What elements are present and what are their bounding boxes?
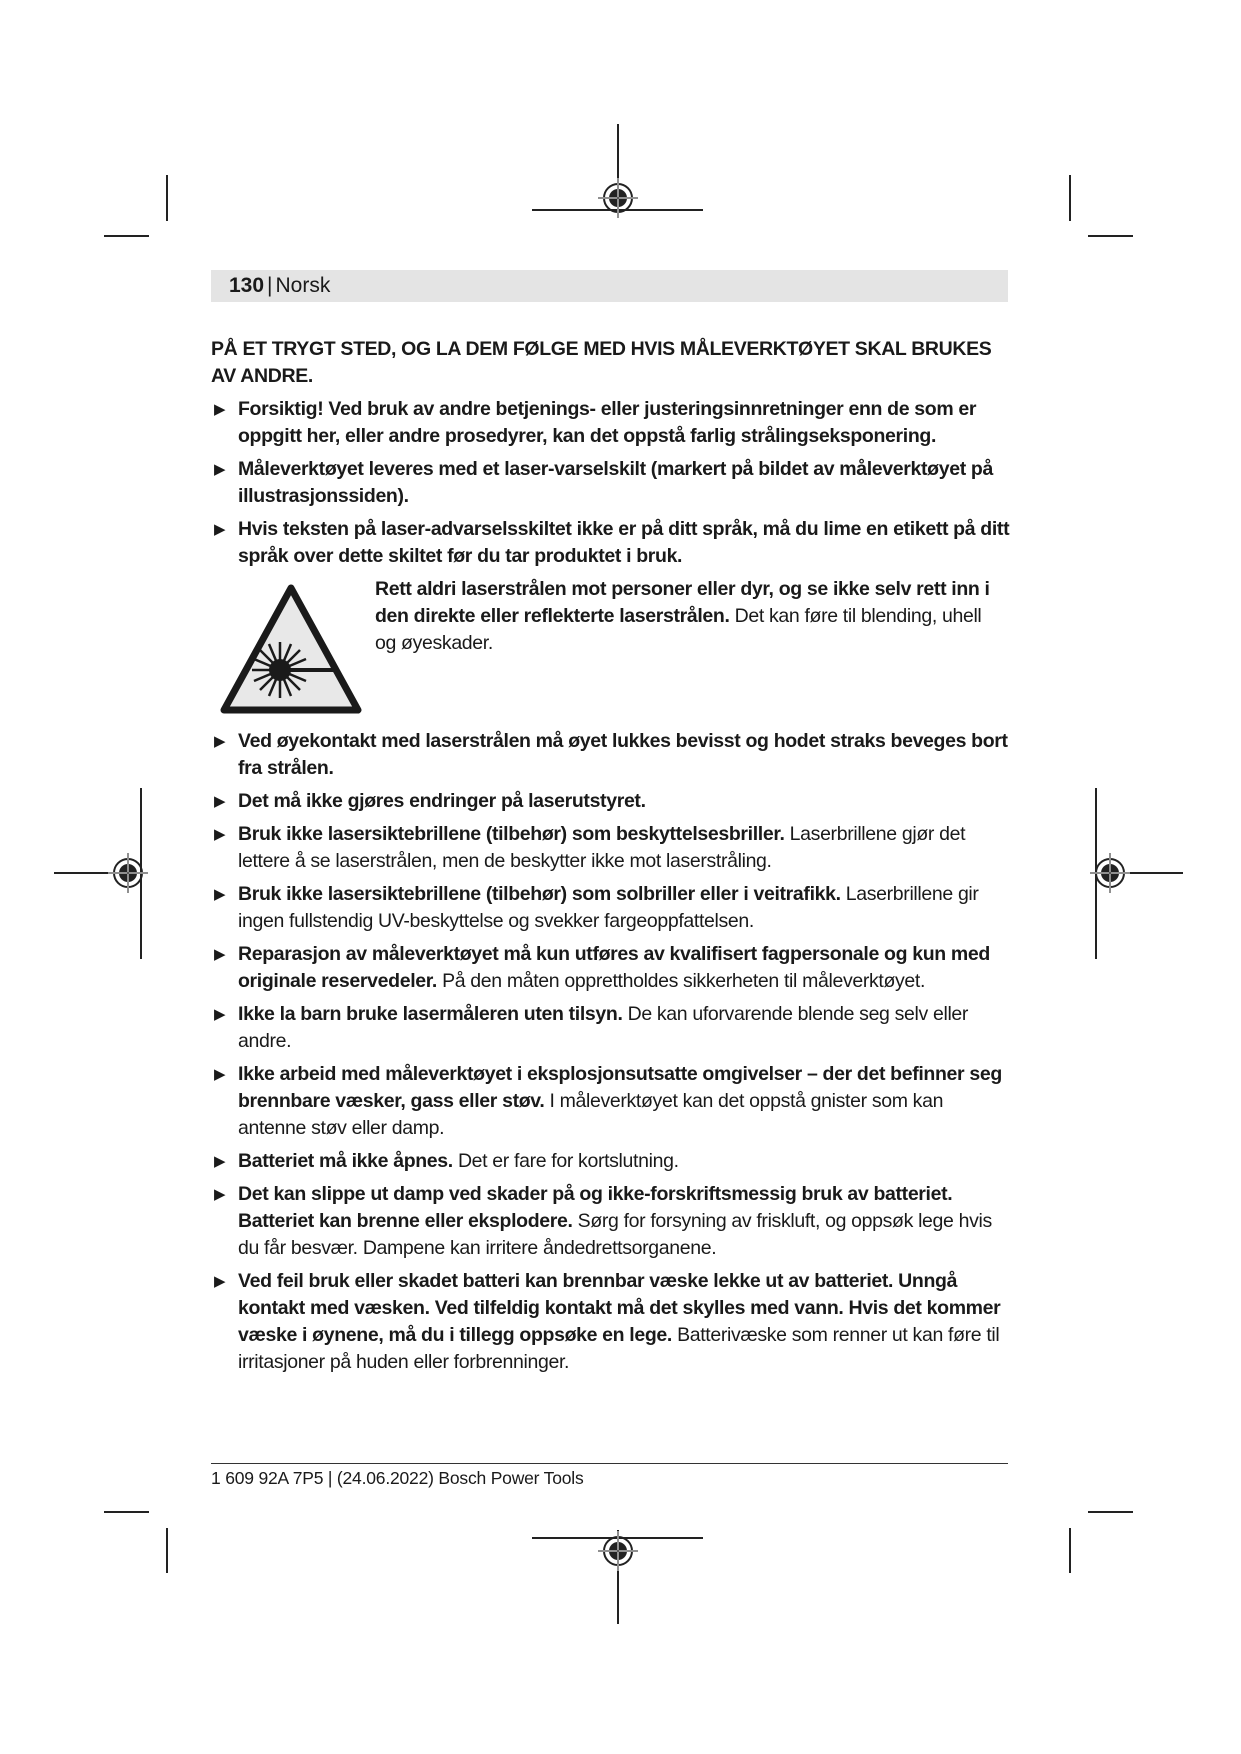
- safety-list-top: [211, 396, 1011, 570]
- safety-item-normal: Laserbrillene gjør det lettere å se laserstrålen, men de beskytter ikke mot laserstråling.: [238, 823, 966, 872]
- safety-item-bold: Bruk ikke lasersiktebrillene (tilbehør) som solbriller eller i veitrafikk.: [238, 883, 841, 905]
- safety-item: [211, 1061, 1011, 1142]
- laser-warning-bold: Rett aldri laserstrålen mot personer eller dyr, og se ikke selv rett inn i den direkte eller reflekterte laserstrålen.: [375, 578, 990, 627]
- laser-warning-block: [211, 576, 1011, 722]
- bullet-arrow-icon: ▶: [214, 1273, 226, 1290]
- laser-warning-normal: Det kan føre til blending, uhell og øyeskader.: [375, 605, 982, 654]
- safety-item-bold: Hvis teksten på laser-advarselsskiltet ikke er på ditt språk, må du lime en etikett på ditt språk over dette skiltet før du tar produktet i bruk.: [238, 518, 1010, 567]
- bullet-arrow-icon: ▶: [214, 793, 226, 810]
- safety-item-bold: Ikke la barn bruke lasermåleren uten tilsyn.: [238, 1003, 623, 1025]
- safety-item: [211, 396, 1011, 450]
- safety-item: [211, 941, 1011, 995]
- safety-item: [211, 821, 1011, 875]
- safety-item-bold: Ved øyekontakt med laserstrålen må øyet lukkes bevisst og hodet straks beveges bort fra strålen.: [238, 730, 1008, 779]
- safety-item-bold: Måleverktøyet leveres med et laser-varselskilt (markert på bildet av måleverktøyet på illustrasjonssiden).: [238, 458, 993, 507]
- laser-warning-triangle-icon: [218, 582, 364, 716]
- safety-item-bold: Det må ikke gjøres endringer på laserutstyret.: [238, 790, 646, 812]
- intro-paragraph: PÅ ET TRYGT STED, OG LA DEM FØLGE MED HVIS MÅLEVERKTØYET SKAL BRUKES AV ANDRE.: [211, 338, 992, 387]
- safety-item: [211, 1148, 1011, 1175]
- bullet-arrow-icon: ▶: [214, 1066, 226, 1083]
- safety-item-bold: Bruk ikke lasersiktebrillene (tilbehør) som beskyttelsesbriller.: [238, 823, 785, 845]
- bullet-arrow-icon: ▶: [214, 1006, 226, 1023]
- header-language: Norsk: [275, 274, 331, 297]
- header-separator: |: [267, 274, 273, 297]
- bullet-arrow-icon: ▶: [214, 1186, 226, 1203]
- page-content: [211, 336, 1011, 1382]
- safety-item: [211, 728, 1011, 782]
- bullet-arrow-icon: ▶: [214, 946, 226, 963]
- safety-item-normal: Sørg for forsyning av friskluft, og oppsøk lege hvis du får besvær. Dampene kan irritere åndedrettsorganene.: [238, 1210, 992, 1259]
- safety-item-bold: Ved feil bruk eller skadet batteri kan brennbar væske lekke ut av batteriet. Unngå kontakt med væsken. Ved tilfeldig kontakt må det skylles med vann. Hvis det kommer væske i øynene, må du i tillegg oppsøke en lege.: [238, 1270, 1001, 1346]
- safety-item: [211, 881, 1011, 935]
- safety-item: [211, 456, 1011, 510]
- safety-item-normal: Batterivæske som renner ut kan føre til irritasjoner på huden eller forbrenninger.: [238, 1324, 1000, 1373]
- safety-item-normal: I måleverktøyet kan det oppstå gnister som kan antenne støv eller damp.: [238, 1090, 944, 1139]
- safety-item: [211, 1001, 1011, 1055]
- safety-item-normal: De kan uforvarende blende seg selv eller andre.: [238, 1003, 969, 1052]
- safety-item-normal: På den måten opprettholdes sikkerheten til måleverktøyet.: [437, 970, 926, 992]
- bullet-arrow-icon: ▶: [214, 733, 226, 750]
- bullet-arrow-icon: ▶: [214, 461, 226, 478]
- page-header: [211, 270, 1008, 302]
- bullet-arrow-icon: ▶: [214, 826, 226, 843]
- safety-item-bold: Reparasjon av måleverktøyet må kun utføres av kvalifisert fagpersonale og kun med originale reservedeler.: [238, 943, 990, 992]
- safety-item: [211, 1181, 1011, 1262]
- safety-item: [211, 1268, 1011, 1376]
- laser-warning-text: [375, 576, 1005, 657]
- safety-item-bold: Batteriet må ikke åpnes.: [238, 1150, 453, 1172]
- safety-item-bold: Det kan slippe ut damp ved skader på og ikke-forskriftsmessig bruk av batteriet. Batteriet kan brenne eller eksplodere.: [238, 1183, 953, 1232]
- safety-item-bold: Ikke arbeid med måleverktøyet i eksplosjonsutsatte omgivelser – der det befinner seg brennbare væsker, gass eller støv.: [238, 1063, 1002, 1112]
- bullet-arrow-icon: ▶: [214, 521, 226, 538]
- bullet-arrow-icon: ▶: [214, 886, 226, 903]
- safety-list-bottom: [211, 728, 1011, 1376]
- safety-item-bold: Forsiktig! Ved bruk av andre betjenings- eller justeringsinnretninger enn de som er oppgitt her, eller andre prosedyrer, kan det oppstå farlig strålingseksponering.: [238, 398, 977, 447]
- bullet-arrow-icon: ▶: [214, 401, 226, 418]
- bullet-arrow-icon: ▶: [214, 1153, 226, 1170]
- footer-rule: [211, 1463, 1008, 1464]
- safety-item: [211, 788, 1011, 815]
- safety-item-normal: Det er fare for kortslutning.: [452, 1150, 679, 1172]
- safety-item-normal: Laserbrillene gir ingen fullstendig UV-beskyttelse og svekker fargeoppfattelsen.: [238, 883, 979, 932]
- page-number: 130: [229, 274, 265, 297]
- page-footer: 1 609 92A 7P5 | (24.06.2022) Bosch Power Tools: [211, 1468, 584, 1488]
- safety-item: [211, 516, 1011, 570]
